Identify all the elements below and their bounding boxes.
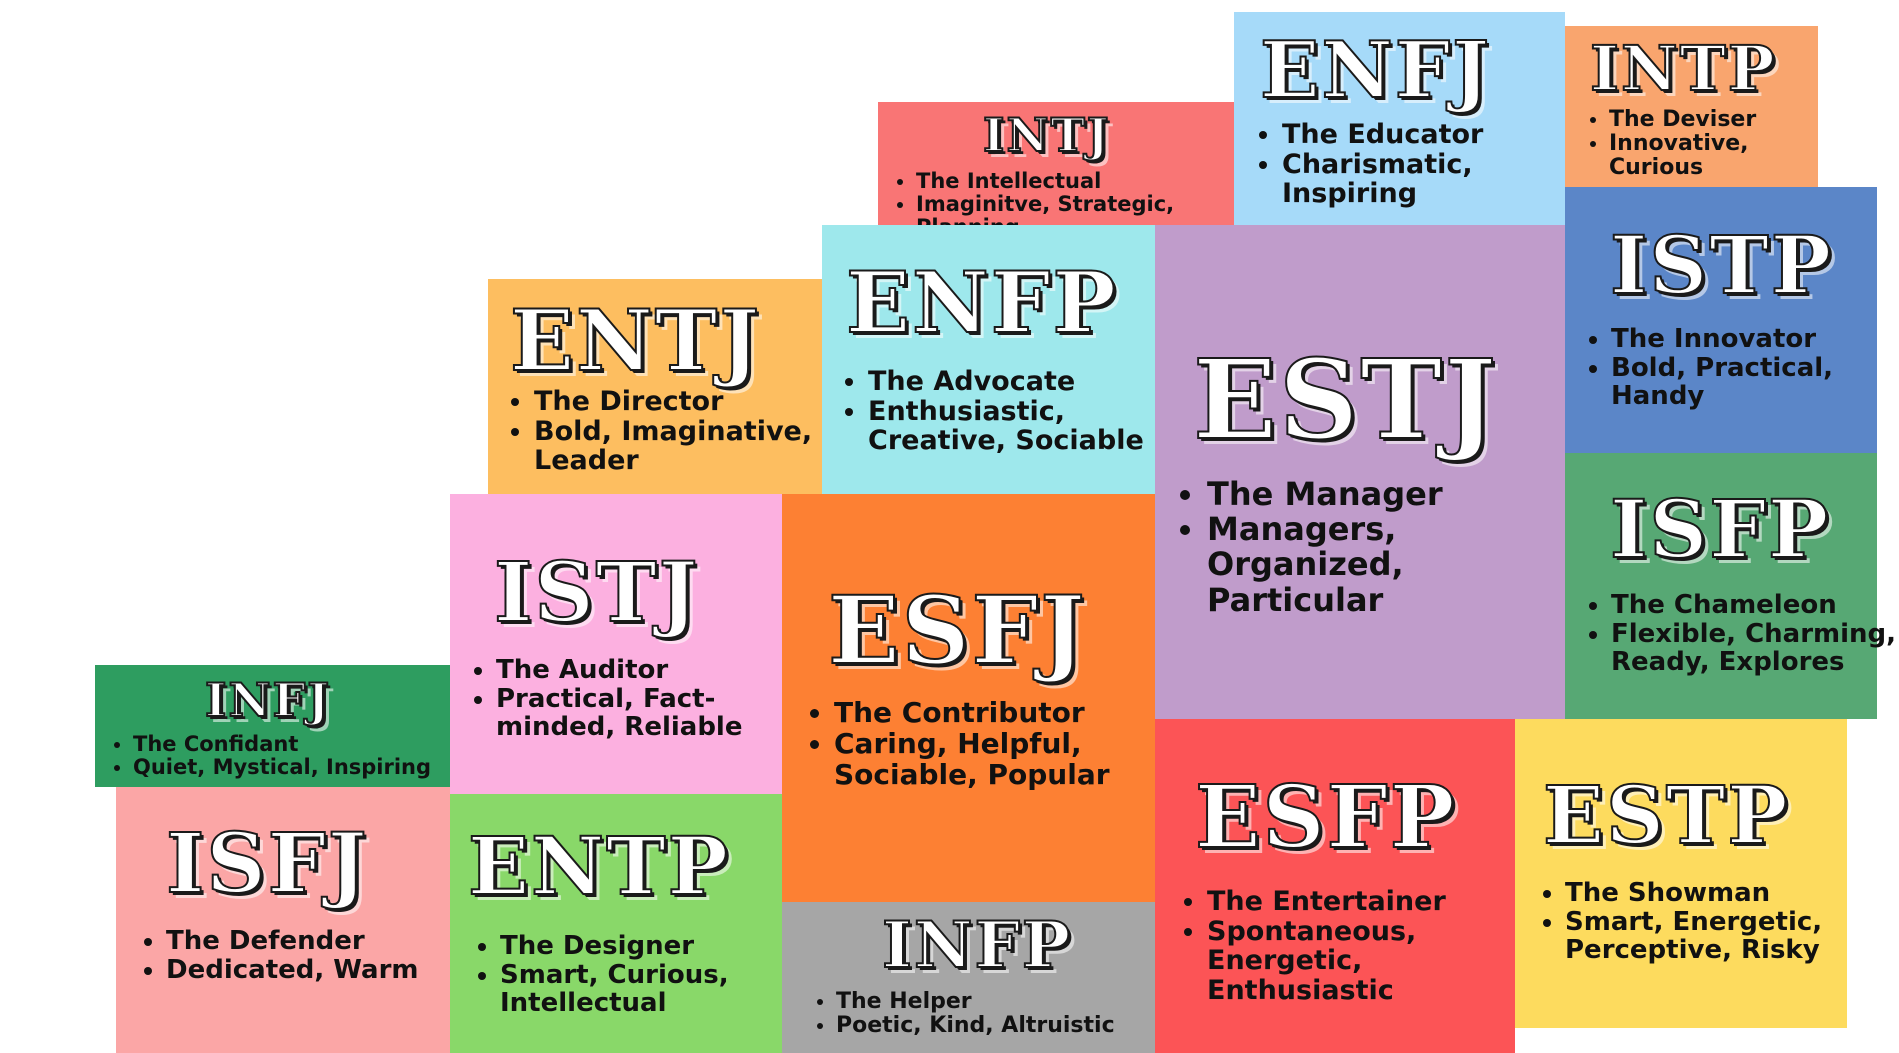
trait-list-esfp <box>1181 887 1497 1006</box>
trait-list-istp <box>1585 325 1896 411</box>
tile-infj <box>95 665 450 787</box>
type-traits-infp: • Poetic, Kind, Altruistic <box>836 1014 1176 1038</box>
type-traits-infj: • Quiet, Mystical, Inspiring <box>133 756 473 779</box>
trait-list-estj <box>1181 477 1587 618</box>
type-title-isfp: • The Chameleon <box>1611 591 1899 620</box>
trait-list-isfj <box>140 927 466 984</box>
type-title-isfj: • The Defender <box>166 927 466 956</box>
type-title-infp: • The Helper <box>836 990 1176 1014</box>
type-title-enfj: • The Educator <box>1282 120 1582 150</box>
type-code-entj: ENTJ <box>510 291 762 390</box>
tile-infp <box>782 902 1155 1053</box>
tile-isfp <box>1565 453 1897 719</box>
type-title-entj: • The Director <box>534 387 834 417</box>
type-traits-enfj: • Charismatic, Inspiring <box>1282 150 1582 209</box>
type-code-istp: ISTP <box>1610 218 1833 312</box>
trait-list-istj <box>470 656 746 742</box>
tile-intp <box>1565 26 1818 187</box>
type-title-estj: • The Manager <box>1207 477 1587 512</box>
tile-intj <box>878 102 1234 225</box>
type-code-estp: ESTP <box>1543 768 1790 862</box>
tile-estj <box>1155 225 1565 719</box>
type-code-esfj: ESFJ <box>828 576 1087 686</box>
type-code-isfp: ISFP <box>1610 482 1831 576</box>
type-code-estj: ESTJ <box>1193 335 1499 464</box>
tile-isfj <box>116 787 450 1053</box>
trait-list-isfp <box>1585 591 1899 677</box>
trait-list-esfj <box>808 698 1134 790</box>
type-code-infj: INFJ <box>205 673 331 727</box>
type-traits-isfp: • Flexible, Charming, Ready, Explores <box>1611 620 1899 677</box>
trait-list-estp <box>1539 879 1865 965</box>
type-code-enfp: ENFP <box>846 253 1118 352</box>
type-code-intj: INTJ <box>983 108 1111 162</box>
type-title-istp: • The Innovator <box>1611 325 1896 354</box>
type-code-intp: INTP <box>1590 32 1777 105</box>
type-traits-entj: • Bold, Imaginative, Leader <box>534 417 834 476</box>
type-code-enfj: ENFJ <box>1260 25 1492 116</box>
type-title-esfp: • The Entertainer <box>1207 887 1497 917</box>
trait-list-enfj <box>1256 120 1582 209</box>
type-code-entp: ENTP <box>468 819 730 913</box>
type-traits-enfp: • Enthusiastic, Creative, Sociable <box>868 397 1173 456</box>
tile-estp <box>1515 719 1847 1028</box>
type-traits-estp: • Smart, Energetic, Perceptive, Risky <box>1565 908 1865 965</box>
tile-istj <box>450 494 782 794</box>
type-title-entp: • The Designer <box>500 932 800 961</box>
type-code-infp: INFP <box>882 908 1072 983</box>
type-traits-intp: • Innovative, Curious <box>1609 132 1829 180</box>
type-title-intp: • The Deviser <box>1609 108 1829 132</box>
type-code-isfj: ISFJ <box>166 816 369 912</box>
type-traits-entp: • Smart, Curious, Intellectual <box>500 961 800 1018</box>
type-title-istj: • The Auditor <box>496 656 746 685</box>
type-traits-isfj: • Dedicated, Warm <box>166 956 466 985</box>
type-title-esfj: • The Contributor <box>834 698 1134 729</box>
type-code-esfp: ESFP <box>1195 767 1457 868</box>
type-title-intj: • The Intellectual <box>916 170 1256 193</box>
type-title-infj: • The Confidant <box>133 733 473 756</box>
type-code-istj: ISTJ <box>494 545 700 641</box>
trait-list-infp <box>810 990 1176 1038</box>
tile-esfj <box>782 494 1155 902</box>
type-title-estp: • The Showman <box>1565 879 1865 908</box>
tile-istp <box>1565 187 1877 453</box>
type-traits-intj: • Imaginitve, Strategic, <box>916 193 1256 239</box>
tile-enfp <box>822 225 1155 494</box>
tile-entp <box>450 794 782 1053</box>
type-traits-istj: • Practical, Fact-minded, Reliable <box>496 685 746 742</box>
type-traits-esfj: • Caring, Helpful, Sociable, Popular <box>834 729 1134 791</box>
trait-list-enfp <box>842 367 1173 456</box>
tile-enfj <box>1234 12 1565 225</box>
trait-list-infj <box>107 733 473 779</box>
type-title-enfp: • The Advocate <box>868 367 1173 397</box>
trait-list-entp <box>474 932 800 1018</box>
trait-list-intp <box>1583 108 1829 181</box>
type-traits-esfp: • Spontaneous, Energetic, Enthusiastic <box>1207 917 1497 1006</box>
tile-entj <box>488 279 822 494</box>
trait-list-entj <box>508 387 834 476</box>
tile-esfp <box>1155 719 1515 1053</box>
type-traits-istp: • Bold, Practical, Handy <box>1611 354 1896 411</box>
type-traits-estj: • Managers, Organized, Particular <box>1207 512 1587 618</box>
